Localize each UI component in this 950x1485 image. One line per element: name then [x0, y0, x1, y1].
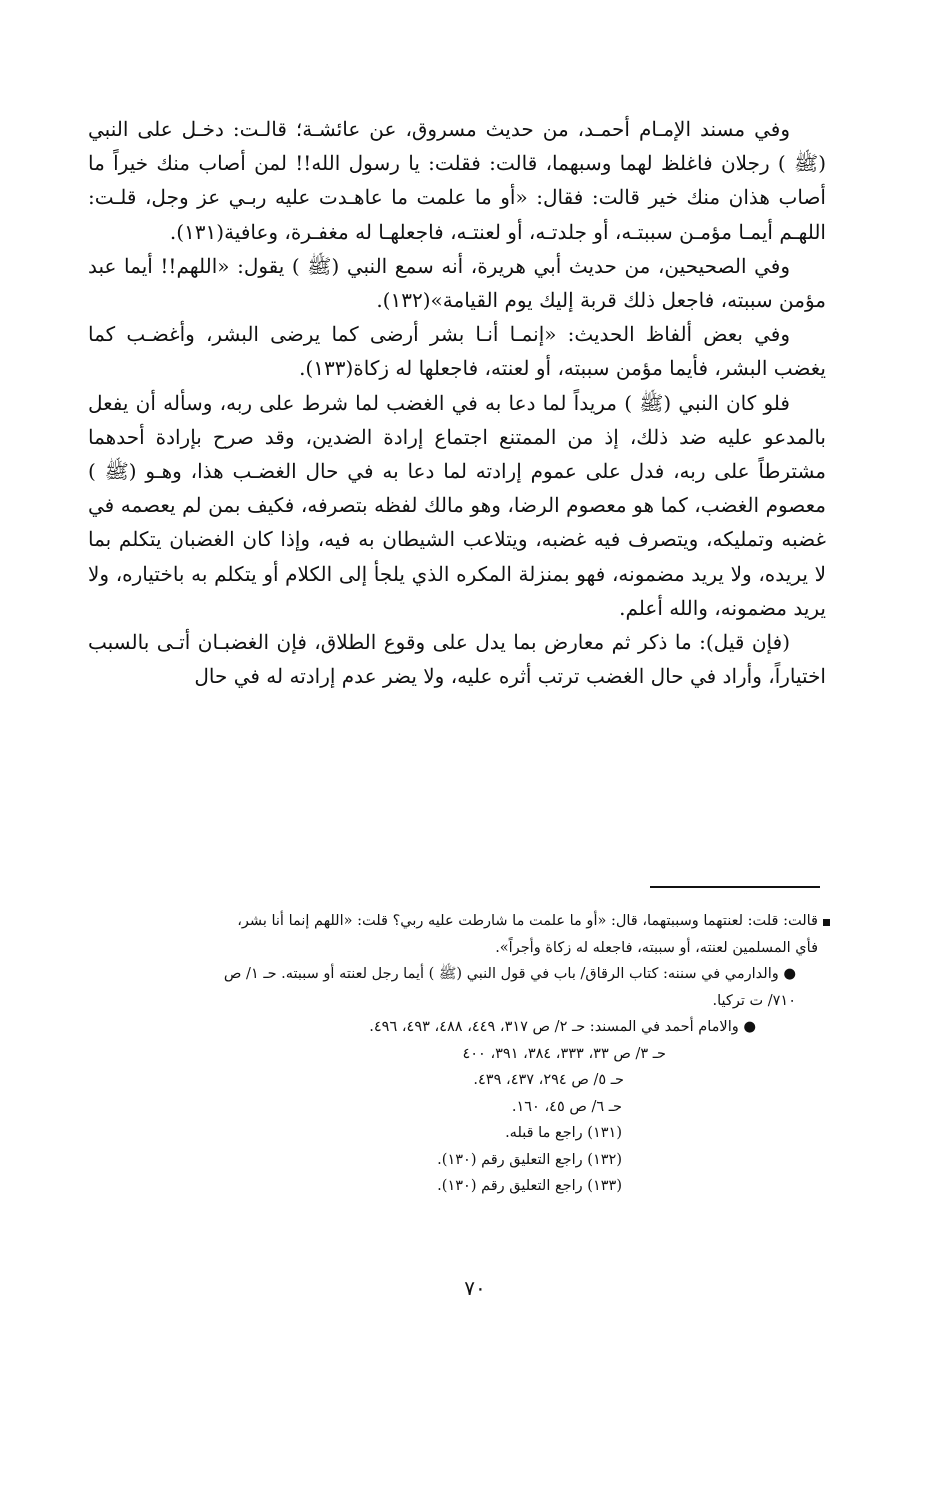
footnote-ahmad-vol6: حـ ٦/ ص ٤٥، ١٦٠. [511, 1098, 622, 1115]
paragraph-sahihain: وفي الصحيحين، من حديث أبي هريرة، أنه سمع النبي (ﷺ ) يقول: «اللهم!! أيما عبد مؤمن سببته، فاجعل ذلك قربة إليك يوم القيامة»(١٣٢). [88, 253, 826, 313]
footnote-ahmad-vol5: حـ ٥/ ص ٢٩٤، ٤٣٧، ٤٣٩. [473, 1072, 624, 1088]
paragraph-argument: فلو كان النبي (ﷺ ) مريداً لما دعا به في الغضب لما شرط على ربه، وسأله أن يفعل بالمدعو عليه ضد ذلك، إذ من الممتنع اجتماع إرادة الضدين، وقد صرح بإرادة أحدهما مشترطاً على ربه، فدل على عموم إرادته لما دعا به في حال الغضـب هذا، وهـو (ﷺ ) معصوم الغضب، كما هو معصوم الرضا، وهو مالك لفظه بتصرفه، فكيف بمن لم يعصمه في غضبه وتمليكه، ويتصرف فيه غضبه، ويتلاعب الشيطان به فيه، وإذا كان الغضبان يتكلم بما لا يريده، ولا يريد مضمونه، فهو بمنزلة المكره الذي يلجأ إلى الكلام أو يتكلم به باختياره، ولا يريد مضمونه، والله أعلم. [88, 390, 826, 620]
paragraph-objection: (فإن قيل): ما ذكر ثم معارض بما يدل على وقوع الطلاق، فإن الغضبـان أتـى بالسبب اختياراً، وأراد في حال الغضب ترتب أثره عليه، ولا يضر عدم إرادته له في حال [88, 630, 826, 689]
footnote-131: (١٣١) راجع ما قبله. [505, 1125, 622, 1141]
footnote-ahmad-vol3: حـ ٣/ ص ٣٣، ٣٣٣، ٣٨٤، ٣٩١، ٤٠٠ [462, 1045, 666, 1062]
paragraph-hadith-wording: وفي بعض ألفاظ الحديث: «إنمـا أنـا بشر أرضى كما يرضى البشر، وأغضـب كما يغضب البشر، فأيما مؤمن سببته، أو لعنته، فاجعلها له زكاة(١٣٣). [88, 322, 826, 381]
main-text [88, 112, 826, 693]
footnote-continuation: قالت: قلت: لعنتهما وسببتهما، قال: «أو ما علمت ما شارطت عليه ربي؟ قلت: «اللهم إنما أنا بشر، فأي المسلمين لعنته، أو سببته، فاجعله له زكاة وأجراً». [237, 913, 818, 956]
footnote-132: (١٣٢) راجع التعليق رقم (١٣٠). [437, 1151, 622, 1168]
footnotes [220, 908, 818, 1200]
square-bullet-icon [823, 919, 830, 926]
footnote-separator [650, 886, 820, 888]
footnote-darimi: ● والدارمي في سننه: كتاب الرقاق/ باب في قول النبي (ﷺ ) أيما رجل لعنته أو سببته. حـ ١/ ص ٧١٠/ ت تركيا. [223, 966, 796, 1009]
footnote-133: (١٣٣) راجع التعليق رقم (١٣٠). [437, 1178, 622, 1194]
page-number: ٧٠ [464, 1276, 486, 1300]
paragraph-musnad-ahmad: وفي مسند الإمـام أحمـد، من حديث مسروق، عن عائشـة؛ قالـت: دخـل على النبي (ﷺ ) رجلان فاغلظ لهما وسبهما، قالت: فقلت: يا رسول الله!! لمن أصاب منك خيراً ما أصاب هذان منك خير قالت: فقال: «أو ما علمت ما عاهـدت عليه ربـي عز وجل، قلـت: اللهـم أيمـا مؤمـن سببتـه، أو جلدتـه، أو لعنتـه، فاجعلهـا له مغفـرة، وعافية(١٣١). [88, 117, 826, 244]
footnote-ahmad: ● والامام أحمد في المسند: حـ ٢/ ص ٣١٧، ٤٤٩، ٤٨٨، ٤٩٣، ٤٩٦. [369, 1019, 756, 1035]
